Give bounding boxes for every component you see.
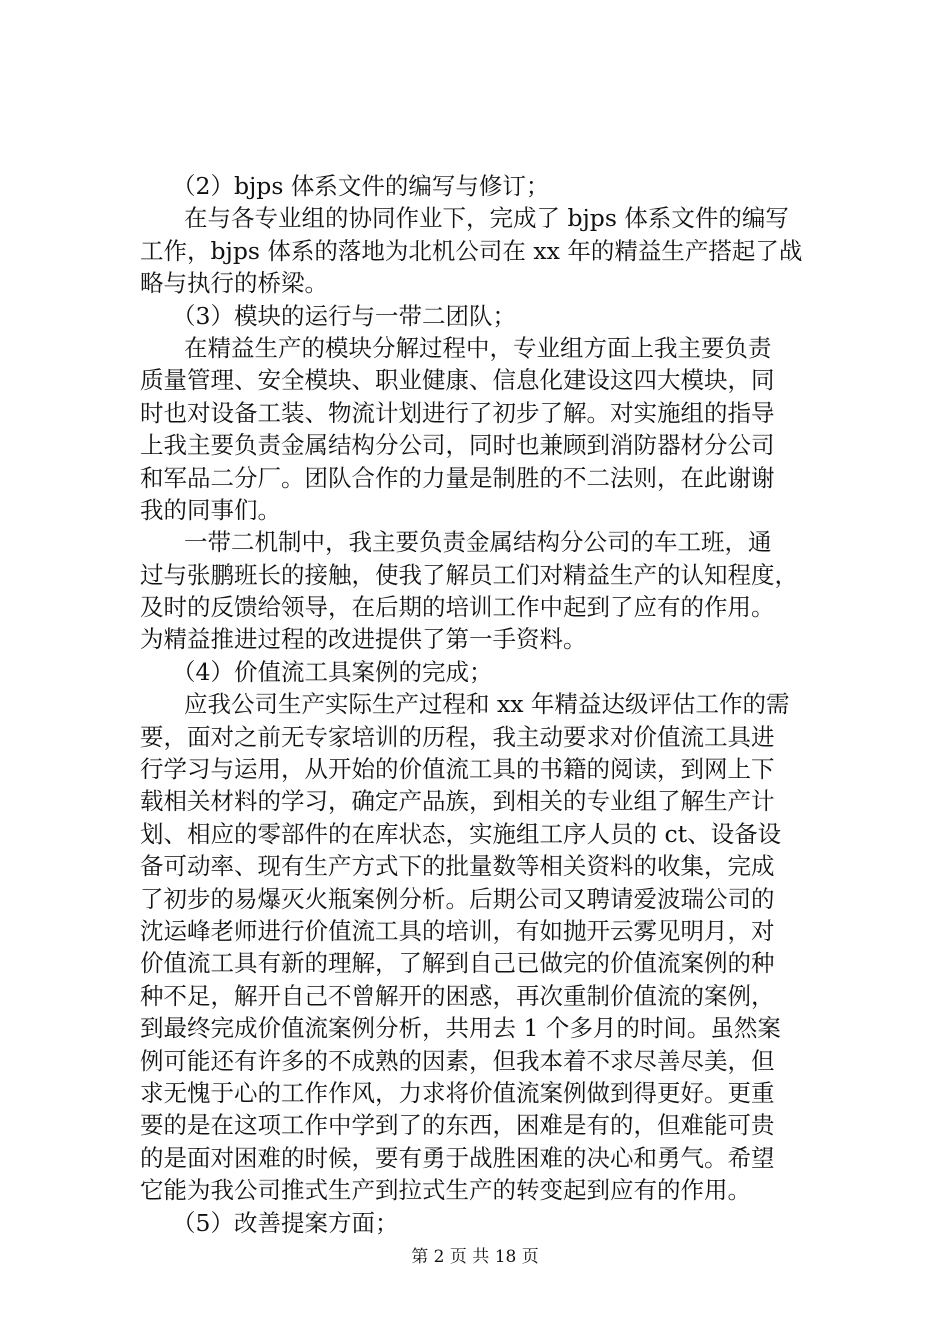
paragraph-line: 在精益生产的模块分解过程中，专业组方面上我主要负责 bbox=[184, 333, 772, 362]
paragraph-line: 到最终完成价值流案例分析，共用去 1 个多月的时间。虽然案 bbox=[140, 1014, 781, 1043]
paragraph-line: 为精益推进过程的改进提供了第一手资料。 bbox=[140, 625, 587, 654]
paragraph-line: 上我主要负责金属结构分公司，同时也兼顾到消防器材分公司 bbox=[140, 431, 775, 460]
paragraph-line: 及时的反馈给领导，在后期的培训工作中起到了应有的作用。 bbox=[140, 593, 775, 622]
paragraph-line: 行学习与运用，从开始的价值流工具的书籍的阅读，到网上下 bbox=[140, 755, 775, 784]
paragraph-line: 要的是在这项工作中学到了的东西，困难是有的，但难能可贵 bbox=[140, 1111, 775, 1140]
paragraph-line: 划、相应的零部件的在库状态，实施组工序人员的 ct、设备设 bbox=[140, 819, 782, 848]
section-heading: （3）模块的运行与一带二团队； bbox=[172, 301, 516, 330]
paragraph-line: 载相关材料的学习，确定产品族，到相关的专业组了解生产计 bbox=[140, 787, 775, 816]
paragraph-line: 种不足，解开自己不曾解开的困惑，再次重制价值流的案例， bbox=[140, 981, 775, 1010]
paragraph-line: 价值流工具有新的理解，了解到自己已做完的价值流案例的种 bbox=[140, 949, 775, 978]
paragraph-line: 略与执行的桥梁。 bbox=[140, 269, 328, 298]
paragraph-line: 和军品二分厂。团队合作的力量是制胜的不二法则，在此谢谢 bbox=[140, 463, 775, 492]
paragraph-line: 要，面对之前无专家培训的历程，我主动要求对价值流工具进 bbox=[140, 722, 775, 751]
paragraph-line: 备可动率、现有生产方式下的批量数等相关资料的收集，完成 bbox=[140, 852, 775, 881]
paragraph-line: 一带二机制中，我主要负责金属结构分公司的车工班，通 bbox=[184, 528, 772, 557]
paragraph-line: 过与张鹏班长的接触，使我了解员工们对精益生产的认知程度， bbox=[140, 560, 798, 589]
paragraph-line: 我的同事们。 bbox=[140, 495, 281, 524]
paragraph-line: 应我公司生产实际生产过程和 xx 年精益达级评估工作的需 bbox=[184, 690, 790, 719]
section-heading: （5）改善提案方面； bbox=[172, 1208, 399, 1237]
document-body bbox=[140, 170, 830, 1239]
paragraph-line: 的是面对困难的时候，要有勇于战胜困难的决心和勇气。希望 bbox=[140, 1143, 775, 1172]
paragraph-line: 时也对设备工装、物流计划进行了初步了解。对实施组的指导 bbox=[140, 398, 775, 427]
paragraph-line: 求无愧于心的工作作风，力求将价值流案例做到得更好。更重 bbox=[140, 1078, 775, 1107]
paragraph-line: 沈运峰老师进行价值流工具的培训，有如抛开云雾见明月，对 bbox=[140, 916, 775, 945]
paragraph-line: 例可能还有许多的不成熟的因素，但我本着不求尽善尽美，但 bbox=[140, 1046, 775, 1075]
paragraph-line: 质量管理、安全模块、职业健康、信息化建设这四大模块，同 bbox=[140, 366, 775, 395]
paragraph-line: 工作，bjps 体系的落地为北机公司在 xx 年的精益生产搭起了战 bbox=[140, 236, 803, 265]
paragraph-line: 在与各专业组的协同作业下，完成了 bjps 体系文件的编写 bbox=[184, 204, 789, 233]
section-heading: （4）价值流工具案例的完成； bbox=[172, 657, 493, 686]
paragraph-line: 它能为我公司推式生产到拉式生产的转变起到应有的作用。 bbox=[140, 1176, 751, 1205]
page-footer: 第 2 页 共 18 页 bbox=[411, 1247, 539, 1267]
paragraph-line: 了初步的易爆灭火瓶案例分析。后期公司又聘请爱波瑞公司的 bbox=[140, 884, 775, 913]
section-heading: （2）bjps 体系文件的编写与修订； bbox=[172, 172, 550, 200]
